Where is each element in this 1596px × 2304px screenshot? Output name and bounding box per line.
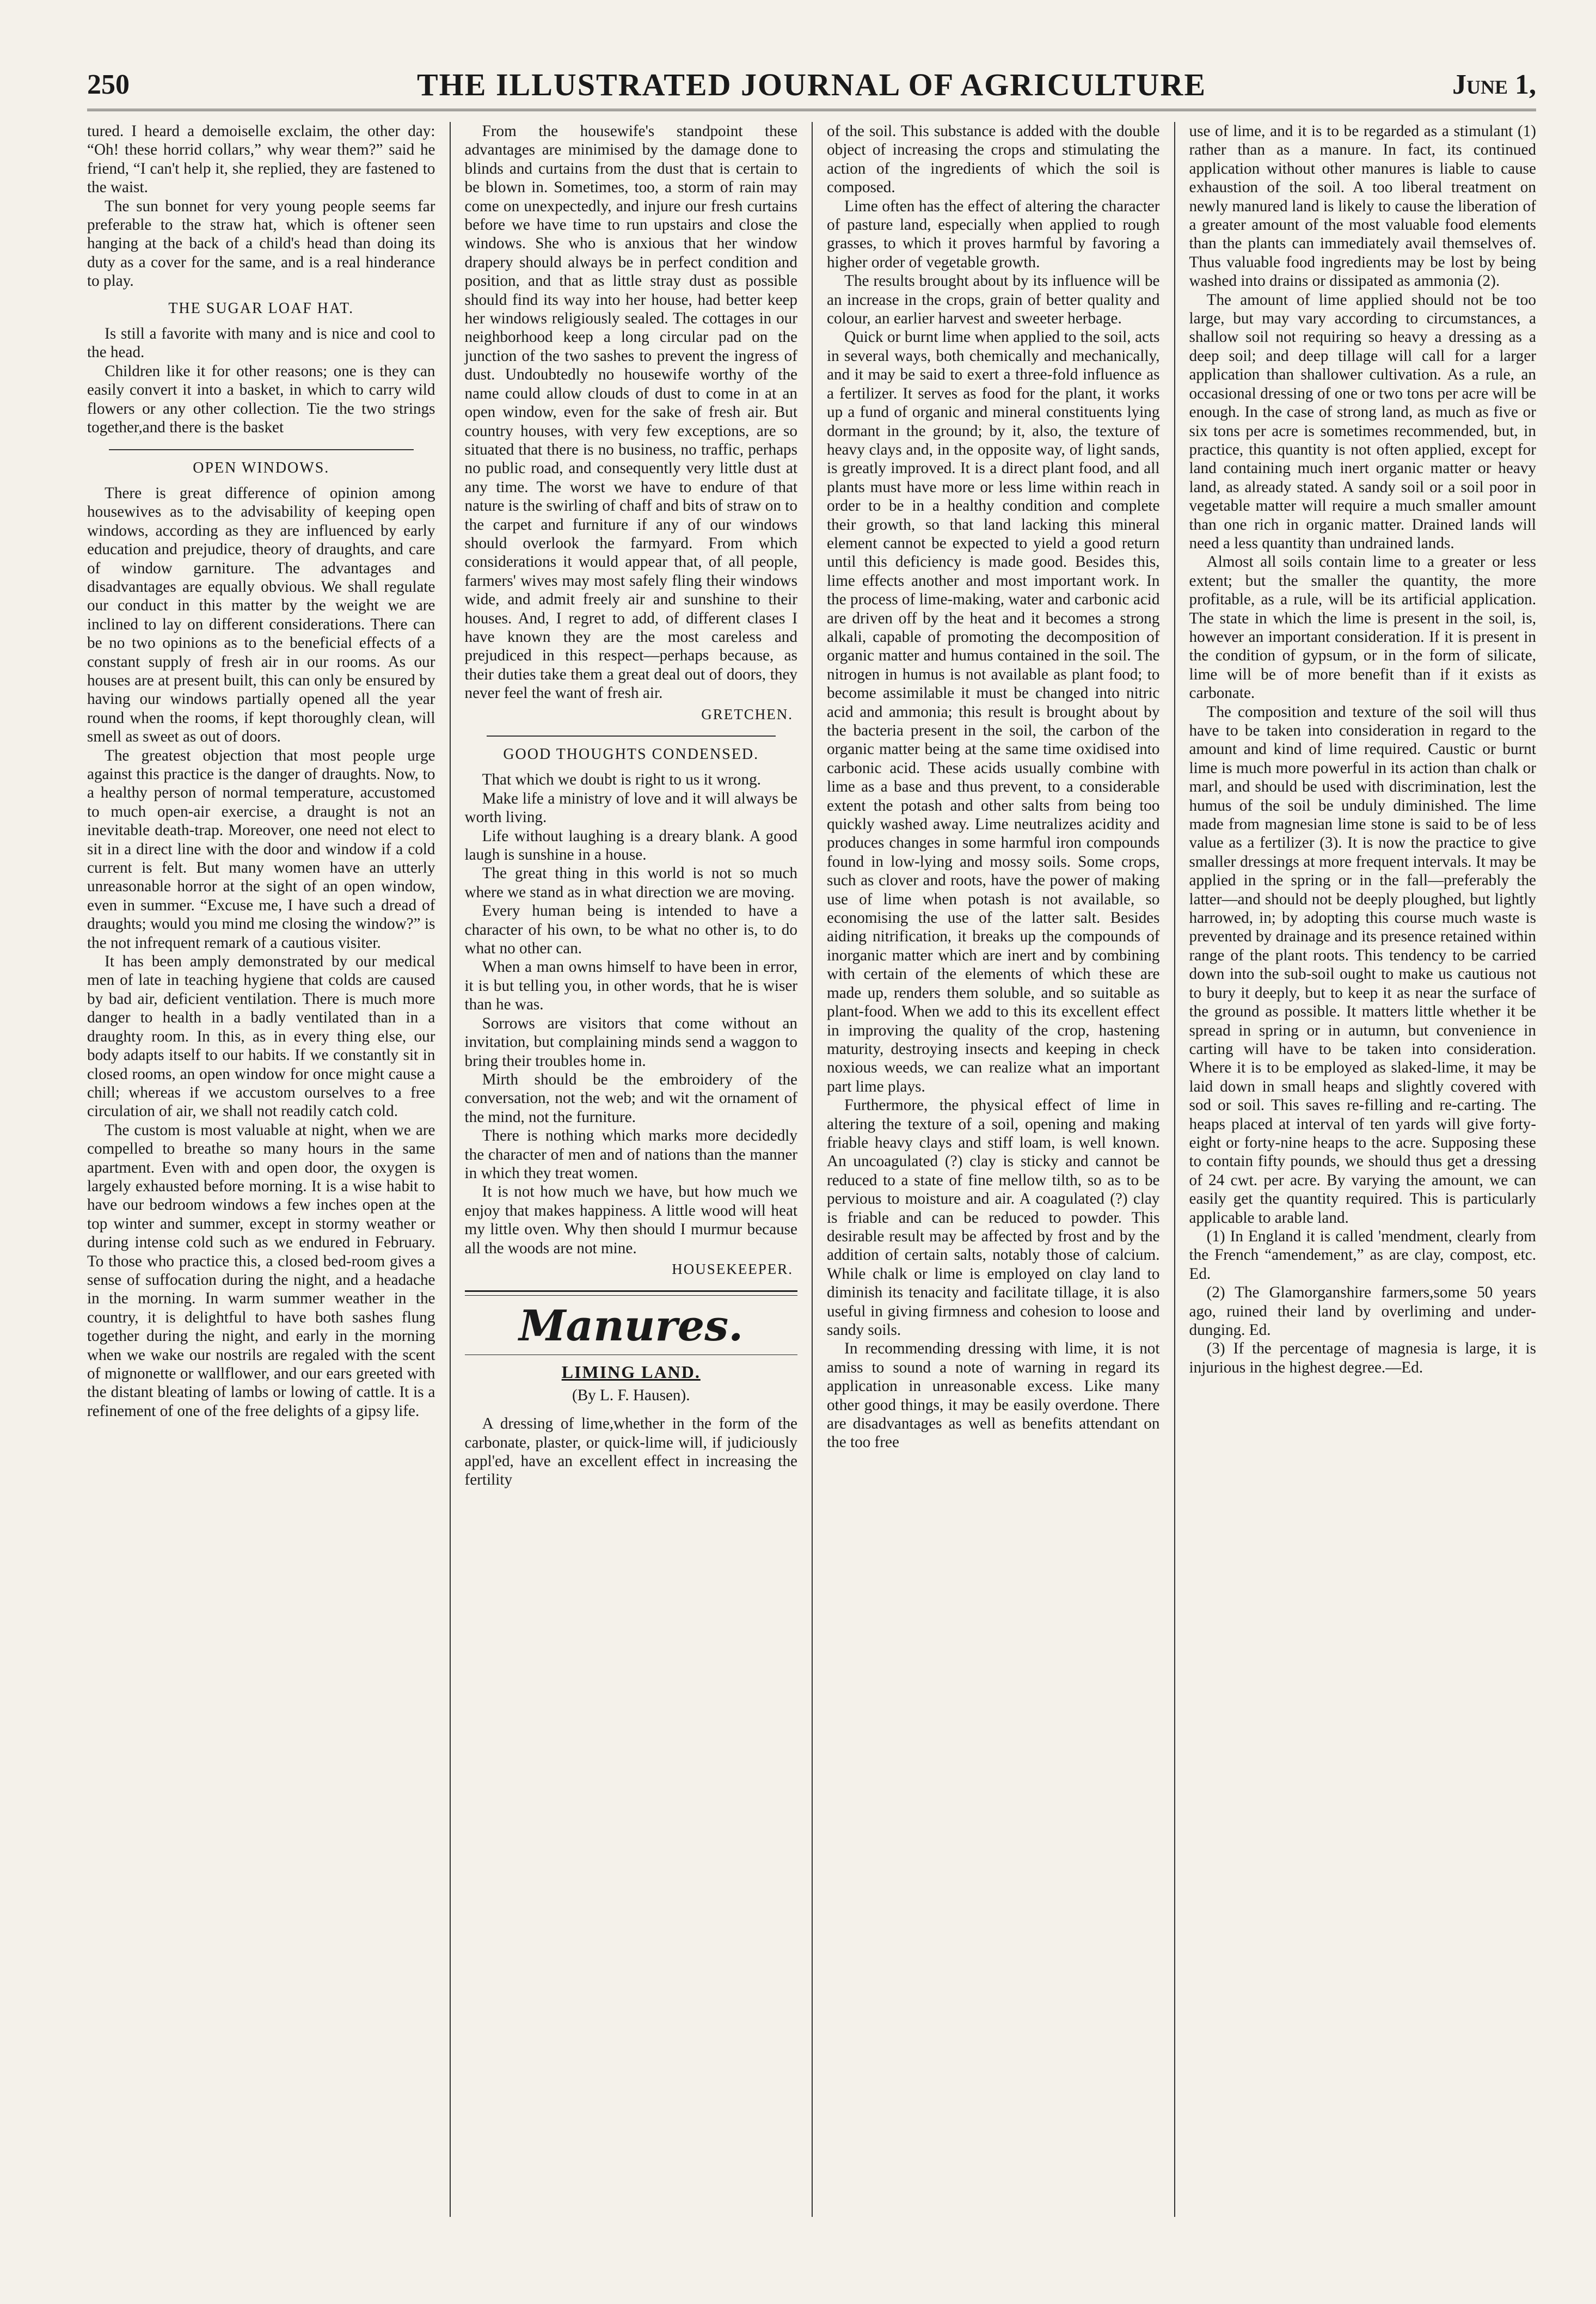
author-signature: GRETCHEN. xyxy=(701,706,793,722)
text-columns xyxy=(87,122,1536,2217)
paragraph: The sun bonnet for very young people seems far preferable to the straw hat, which is oftener seen hanging at the back of a child's head than doing its duty as a cover for the same, and is a real hinderance to play. xyxy=(87,197,435,290)
paragraph: Is still a favorite with many and is nice and cool to the head. xyxy=(87,325,435,361)
issue-date: June 1, xyxy=(1452,69,1536,100)
thought-item: Make life a ministry of love and it will always be worth living. xyxy=(464,789,797,826)
article-title: LIMING LAND. xyxy=(561,1362,701,1382)
paragraph: The custom is most valuable at night, when we are compelled to breathe so many hours in the same apartment. Even with and open door, the oxygen is largely exhausted before morning. It is a wise habit to have our bedroom windows a few inches open at the top winter and summer, except in stormy weather or during intense cold such as we endured in February. To those who practice this, a closed bed-room gives a sense of suffocation during the night, and a headache in the morning. In warm summer weather in the country, it is delightful to have both sashes flung together during the night, and early in the morning when we wake our nostrils are regaled with the scent of mignonette or wallflower, and our ears greeted with the distant bleating of lambs or lowing of cattle. It is a refinement of one of the free delights of a gipsy life. xyxy=(87,1121,435,1420)
thought-item: It is not how much we have, but how much we enjoy that makes happiness. A little wood will heat my little oven. Why then should I murmur because all the woods are not mine. xyxy=(464,1183,797,1257)
paragraph: A dressing of lime,whether in the form of the carbonate, plaster, or quick-lime will, if judiciously appl'ed, have an excellent effect in increasing the fertility xyxy=(464,1415,797,1489)
thought-item: Sorrows are visitors that come without an invitation, but complaining minds send a waggon to bring their troubles home in. xyxy=(464,1014,797,1070)
paragraph: use of lime, and it is to be regarded as a stimulant (1) rather than as a manure. In fact, its continued application without other manures is liable to cause exhaustion of the soil. A too liberal treatment on newly manured land is likely to cause the liberation of a greater amount of the most valuable food elements than the plants can immediately avail themselves of. Thus valuable food ingredients may be lost by being washed into drains or dissipated as ammonia (2). xyxy=(1189,122,1536,290)
column-3 xyxy=(812,122,1174,2217)
column-1 xyxy=(87,122,450,2217)
section-heading: OPEN WINDOWS. xyxy=(193,459,330,476)
column-4 xyxy=(1174,122,1537,2217)
thought-item: There is nothing which marks more decidedly the character of men and of nations than the manner in which they treat women. xyxy=(464,1127,797,1182)
paragraph: The composition and texture of the soil will thus have to be taken into consideration in regard to the amount and kind of lime required. Caustic or burnt lime is much more powerful in its action than chalk or marl, and should be used with discrimination, lest the humus of the soil be unduly diminished. The lime made from magnesian lime stone is said to be of less value as a fertilizer (3). It is now the practice to give smaller dressings at more frequent intervals. It may be applied in the spring or in the fall—preferably the latter—and should not be deeply ploughed, but lightly harrowed, in; by adopting this course much waste is prevented by drainage and its presence retained within range of the plant roots. This tendency to be carried down into the sub-soil ought to make us cautious not to bury it deeply, but to keep it as near the surface of the ground as possible. It matters little whether it be spread in spring or in autumn, but convenience in carting will have to be taken into consideration. Where it is to be employed as slaked-lime, it may be laid down in small heaps and slightly covered with sod or soil. This saves re-filling and re-carting. The heaps placed at interval of ten yards will give forty-eight or forty-nine heaps to the acre. Supposing these to contain fifty pounds, we should thus get a dressing of 24 cwt. per acre. By varying the amount, we can easily get the quantity required. This is particularly applicable to arable land. xyxy=(1189,703,1536,1227)
paragraph: Quick or burnt lime when applied to the soil, acts in several ways, both chemically and mechanically, and it may be said to exert a three-fold influence as a fertilizer. It serves as food for the plant, it works up a fund of organic and mineral constituents lying dormant in the ground; by it, also, the texture of heavy clays and, in the opposite way, of light sands, is greatly improved. It is a direct plant food, and all plants must have more or less lime within reach in order to be in a healthy condition and complete their growth, so that land lacking this mineral element cannot be expected to yield a good return until this deficiency is made good. Besides this, lime effects another and most important work. In the process of lime-making, water and carbonic acid are driven off by the heat and it becomes a strong alkali, capable of promoting the decomposition of organic matter and humus contained in the soil. The nitrogen in humus is not available as plant food; to become assimilable it must be changed into nitric acid and ammonia; this result is brought about by the bacteria present in the soil, the carbon of the organic matter being at the same time oxidised into carbonic acid. These acids usually combine with lime as a base and thus prevent, to a considerable extent the potash and other salts from being too quickly washed away. Lime neutralizes acidity and produces changes in some harmful iron compounds found in low-lying and mossy soils. Some crops, such as clover and roots, have the power of making use of lime when potash is not available, so economising the use of the latter salt. Besides aiding nitrification, it breaks up the compounds of inorganic matter which are inert and by combining with certain of the elements of which these are made up, renders them soluble, and so suitable as plant-food. When we add to this its excellent effect in improving the quality of the crop, hastening maturity, destroying insects and keeping in check noxious weeds, we can realize what an important part lime plays. xyxy=(827,328,1160,1095)
paragraph: There is great difference of opinion among housewives as to the advisability of keeping open windows, according as they are influenced by early education and prejudice, theory of draughts, and care of window garniture. The advantages and disadvantages are equally obvious. We shall regulate our conduct in this matter by the weight we are inclined to lay on different considerations. There can be no two opinions as to the beneficial effects of a constant supply of fresh air in our rooms. As our houses are at present built, this can only be ensured by having our windows partially opened all the year round when the rooms, if kept thoroughly clean, will smell as sweet as out of doors. xyxy=(87,484,435,746)
thought-item: Life without laughing is a dreary blank. A good laugh is sunshine in a house. xyxy=(464,827,797,864)
section-divider xyxy=(465,1295,798,1296)
page-header xyxy=(87,64,1536,111)
thought-item: The great thing in this world is not so much where we stand as in what direction we are moving. xyxy=(464,865,797,901)
paragraph: Almost all soils contain lime to a greater or less extent; but the smaller the quantity, the more profitable, as a rule, will be its artificial application. The state in which the lime is present in the soil, is, however an important consideration. If it is present in the condition of gypsum, or in the form of silicate, lime will be of more benefit than if it exists as carbonate. xyxy=(1189,553,1536,702)
section-title: Manures. xyxy=(519,1301,744,1351)
paragraph: tured. I heard a demoiselle exclaim, the other day: “Oh! these horrid collars,” why wear them?” said he friend, “I can't help it, she replied, they are fastened to the waist. xyxy=(87,122,435,197)
paragraph: From the housewife's standpoint these advantages are minimised by the damage done to blinds and curtains from the dust that is certain to be blown in. Sometimes, too, a storm of rain may come on unexpectedly, and injure our fresh curtains before we have time to run upstairs and close the windows. She who is anxious that her window drapery should always be in perfect condition and position, and that as little stray dust as possible should find its way into her house, had better keep her windows religiously sealed. The cottages in our neighborhood keep a long circular pad on the junction of the two sashes to prevent the ingress of dust. Undoubtedly no housewife worthy of the name could allow clouds of dust to come in at an open window, even for the sake of fresh air. But country houses, with very few exceptions, are so situated that there is no business, no traffic, perhaps no public road, and consequently very little dust at any time. The worst we have to endure of that nature is the swirling of chaff and bits of straw on to the carpet and furniture if any of our windows should overlook the farmyard. From which considerations it would appear that, of all people, farmers' wives may most safely fling their windows wide, and admit freely air and sunshine to their houses. And, I regret to add, of different clases I have known they are the most careless and prejudiced in this respect—perhaps because, as their duties take them a great deal out of doors, they never feel the want of fresh air. xyxy=(464,122,797,702)
paragraph: Lime often has the effect of altering the character of pasture land, especially when applied to rough grasses, to which it proves harmful by favoring a higher order of vegetable growth. xyxy=(827,197,1160,271)
divider xyxy=(487,736,776,737)
thought-item: Mirth should be the embroidery of the conversation, not the web; and wit the ornament of the mind, not the furniture. xyxy=(464,1070,797,1126)
article-byline: (By L. F. Hausen). xyxy=(572,1386,690,1404)
paragraph: In recommending dressing with lime, it is not amiss to sound a note of warning in regard its application in unreasonable excess. Like many other good things, it may be easily overdone. There are disadvantages as well as benefits attendant on the too free xyxy=(827,1340,1160,1451)
paragraph: The amount of lime applied should not be too large, but may vary according to circumstances, a shallow soil not requiring so heavy a dressing as a deep soil; and deep tillage will call for a larger application than shallower cultivation. As a rule, an occasional dressing of one or two tons per acre will be enough. In the case of strong land, as much as five or six tons per acre is sometimes recommended, but, in practice, this quantity is not often applied, except for land containing much inert organic matter or heavy land, as already stated. A sandy soil or a soil poor in vegetable matter will require a much smaller amount than one rich in organic matter. Drained lands will need a less quantity than undrained lands. xyxy=(1189,291,1536,552)
divider xyxy=(109,449,414,450)
footnote: (3) If the percentage of magnesia is large, it is injurious in the highest degree.—Ed. xyxy=(1189,1340,1536,1376)
thought-item: Every human being is intended to have a character of his own, to be what no other is, to do what no other can. xyxy=(464,902,797,958)
paragraph: It has been amply demonstrated by our medical men of late in teaching hygiene that colds are caused by bad air, deficient ventilation. There is much more danger to health in a badly ventilated than in a draughty room. In this, as in every thing else, our body adapts itself to our habits. If we constantly sit in closed rooms, an open window for once might cause a chill; whereas if we accustom ourselves to a free circulation of air, we shall not readily catch cold. xyxy=(87,953,435,1120)
paragraph: of the soil. This substance is added with the double object of increasing the crops and stimulating the action of the ingredients of which the soil is composed. xyxy=(827,122,1160,197)
journal-title: THE ILLUSTRATED JOURNAL OF AGRICULTURE xyxy=(416,67,1207,102)
section-divider xyxy=(465,1290,798,1292)
paragraph: The results brought about by its influence will be an increase in the crops, grain of better quality and colour, an earlier harvest and sweeter herbage. xyxy=(827,272,1160,328)
section-heading: GOOD THOUGHTS CONDENSED. xyxy=(503,746,759,763)
section-heading: THE SUGAR LOAF HAT. xyxy=(168,299,354,317)
page-number: 250 xyxy=(87,69,130,100)
author-signature: HOUSEKEEPER. xyxy=(672,1260,793,1277)
column-2 xyxy=(450,122,812,2217)
paragraph: The greatest objection that most people urge against this practice is the danger of draughts. Now, to a healthy person of normal temperature, accustomed to much open-air exercise, a draught is not an inevitable death-trap. Moreover, one need not elect to sit in a direct line with the door and window if a cold current is felt. But many women have an utterly unreasonable horror at the sight of an open window, even in summer. “Excuse me, I have such a dread of draughts; would you mind me closing the window?” is the not infrequent remark of a cautious visiter. xyxy=(87,746,435,952)
footnote: (1) In England it is called 'mendment, clearly from the French “amendement,” as are clay, compost, etc. Ed. xyxy=(1189,1227,1536,1283)
thought-item: When a man owns himself to have been in error, it is but telling you, in other words, that he is wiser than he was. xyxy=(464,958,797,1014)
paragraph: Furthermore, the physical effect of lime in altering the texture of a soil, opening and making friable heavy clays and stiff loam, is well known. An uncoagulated (?) clay is sticky and cannot be reduced to a state of fine mellow tilth, so as to be pervious to moisture and air. A coagulated (?) clay is friable and can be reduced to powder. This desirable result may be affected by frost and by the addition of certain salts, notably those of calcium. While chalk or lime is employed on clay land to diminish its tenacity and facilitate tillage, it is also useful in giving firmness and cohesion to loose and sandy soils. xyxy=(827,1096,1160,1339)
paragraph: Children like it for other reasons; one is they can easily convert it into a basket, in which to carry wild flowers or any other collection. Tie the two strings together,and there is the basket xyxy=(87,362,435,437)
footnote: (2) The Glamorganshire farmers,some 50 years ago, ruined their land by overliming and under-dunging. Ed. xyxy=(1189,1284,1536,1339)
thought-item: That which we doubt is right to us it wrong. xyxy=(482,771,761,789)
